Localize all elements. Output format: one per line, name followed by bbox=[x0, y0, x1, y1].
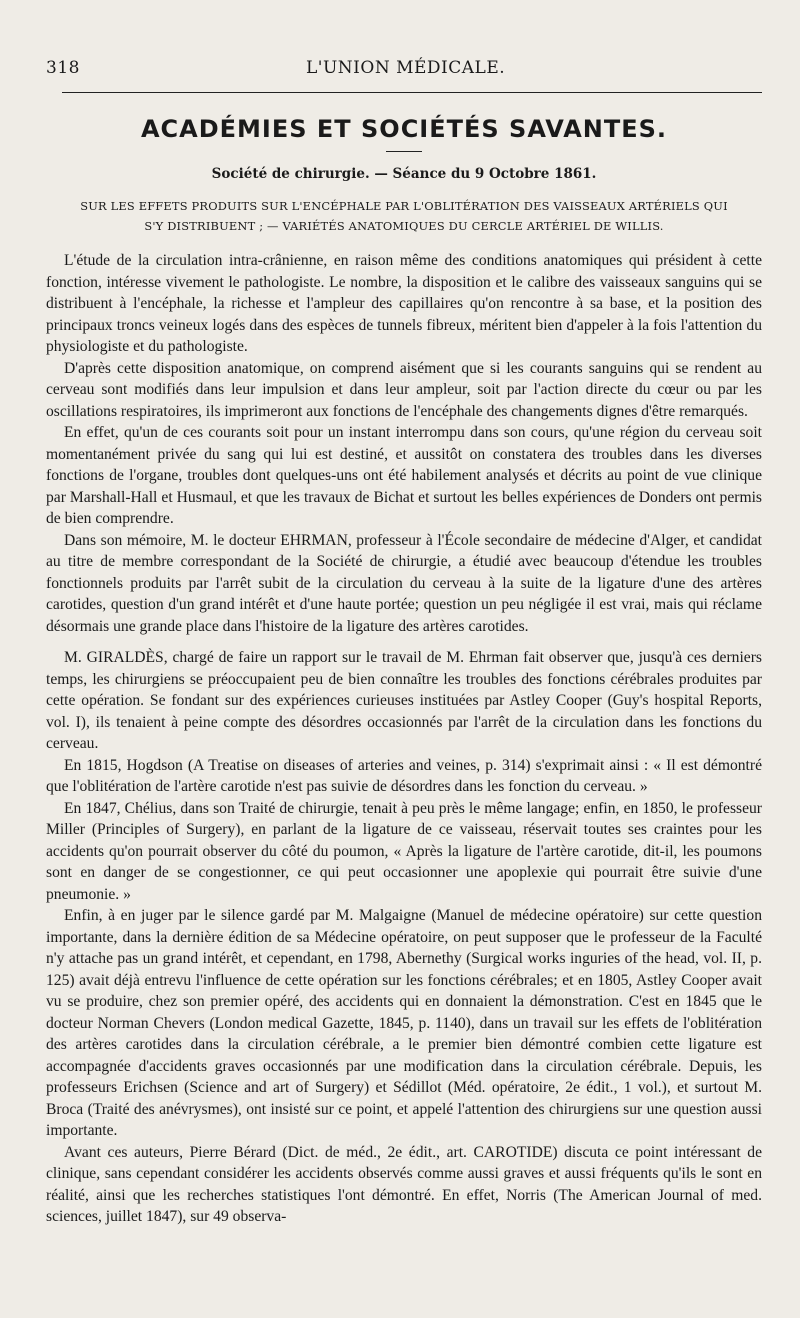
paragraph: En 1847, Chélius, dans son Traité de chirurgie, tenait à peu près le même langage; enfin, en 1850, le professeur Miller (Principles of Surgery), en parlant de la ligature de ce vaisseau, réservait toutes ses craintes pour les accidents qu'on pourrait observer du côté du poumon, « Après la ligature de l'artère carotide, dit-il, les poumons sont en danger de se congestionner, ce qui peut occasionner une apoplexie qui pourrait être suivie d'une pneumonie. » bbox=[46, 799, 762, 903]
paragraph: L'étude de la circulation intra-crânienne, en raison même des conditions anatomiques qui président à cette fonction, intéresse vivement le pathologiste. Le nombre, la disposition et le calibre des vaisseaux sanguins qui se distribuent à l'encéphale, la richesse et l'ampleur des capillaires qu'on rencontre à sa base, et la position des principaux troncs veineux logés dans des espèces de tunnels fibreux, méritent bien d'appeler à la fois l'attention du physiologiste et du pathologiste. bbox=[46, 252, 762, 355]
title-divider bbox=[386, 151, 422, 152]
subject-line-2: S'Y DISTRIBUENT ; — VARIÉTÉS ANATOMIQUES DU CERCLE ARTÉRIEL DE WILLIS. bbox=[144, 219, 664, 233]
header-rule bbox=[62, 92, 762, 93]
paragraph: Avant ces auteurs, Pierre Bérard (Dict. de méd., 2e édit., art. CAROTIDE) discuta ce point intéressant de clinique, sans cependant considérer les accidents observés comme aussi graves et aussi fréquents qu'ils le sont en réalité, ainsi que les recherches statistiques l'ont démontré. En effet, Norris (The American Journal of med. sciences, juillet 1847), sur 49 observa- bbox=[46, 1143, 762, 1225]
session-heading: Société de chirurgie. — Séance du 9 Octobre 1861. bbox=[211, 166, 597, 182]
subject-line-1: SUR LES EFFETS PRODUITS SUR L'ENCÉPHALE PAR L'OBLITÉRATION DES VAISSEAUX ARTÉRIELS QUI bbox=[80, 199, 728, 213]
paragraph: En effet, qu'un de ces courants soit pour un instant interrompu dans son cours, qu'une région du cerveau soit momentanément privée du sang qui lui est destiné, et aussitôt on constatera des troubles dans les diverses fonctions de l'organe, troubles dont quelques-uns ont été habilement analysés et décrits au point de vue clinique par Marshall-Hall et Husmaul, et que les travaux de Bichat et surtout les belles expériences de Donders ont permis de bien comprendre. bbox=[46, 424, 762, 527]
paragraph: Enfin, à en juger par le silence gardé par M. Malgaigne (Manuel de médecine opératoire) sur cette question importante, dans la dernière édition de sa Médecine opératoire, on peut supposer que le professeur de la Faculté n'y attache pas un grand intérêt, et cependant, en 1798, Abernethy (Surgical works inguries of the head, vol. II, p. 125) avait déjà entrevu l'influence de cette opération sur les fonctions cérébrales; et en 1805, Astley Cooper avait vu se produire, chez son premier opéré, des accidents qui en donnaient la démonstration. C'est en 1845 que le docteur Norman Chevers (London medical Gazette, 1845, p. 1140), dans un travail sur les effets de l'oblitération des artères carotides dans la circulation cérébrale, a le premier bien démontré combien cette ligature est accompagnée d'accidents graves occasionnés par une modification dans la circulation cérébrale. Depuis, les professeurs Erichsen (Science and art of Surgery) et Sédillot (Méd. opératoire, 2e édit., 1 vol.), et surtout M. Broca (Traité des anévrysmes), ont insisté sur ce point, et appelé l'attention des chirurgiens sur une question aussi importante. bbox=[46, 907, 762, 1139]
section-title: ACADÉMIES ET SOCIÉTÉS SAVANTES. bbox=[140, 115, 668, 143]
page-number: 318 bbox=[46, 58, 80, 78]
paragraph: Dans son mémoire, M. le docteur EHRMAN, professeur à l'École secondaire de médecine d'Alger, et candidat au titre de membre correspondant de la Société de chirurgie, a étudié avec beaucoup d'étendue les troubles fonctionnels produits par l'arrêt subit de la circulation du cerveau à la suite de la ligature d'une des artères carotides, question d'un grand intérêt et d'une haute portée; question un peu négligée il est vrai, mais qui réclame désormais une grande place dans l'histoire de la ligature des artères carotides. bbox=[46, 531, 762, 635]
journal-title: L'UNION MÉDICALE. bbox=[306, 58, 506, 78]
running-head bbox=[46, 58, 762, 86]
paragraph: D'après cette disposition anatomique, on comprend aisément que si les courants sanguins qui se rendent au cerveau sont modifiés dans leur impulsion et dans leur ampleur, soit par l'action directe du cœur ou par les oscillations respiratoires, ils imprimeront aux fonctions de l'encéphale des changements dignes d'être remarqués. bbox=[46, 359, 762, 420]
article-body bbox=[46, 250, 762, 1228]
paragraph: M. GIRALDÈS, chargé de faire un rapport sur le travail de M. Ehrman fait observer que, jusqu'à ces derniers temps, les chirurgiens se préoccupaient peu de bien connaître les troubles des fonctions cérébrales produites par cette opération. Se fondant sur des expériences curieuses instituées par Astley Cooper (Guy's hospital Reports, vol. I), ils tenaient à peine compte des désordres occasionnés par l'arrêt de la circulation dans les fonctions du cerveau. bbox=[46, 649, 762, 752]
paragraph: En 1815, Hogdson (A Treatise on diseases of arteries and veines, p. 314) s'exprimait ainsi : « Il est démontré que l'oblitération de l'artère carotide n'est pas suivie de désordres dans les fonction du cerveau. » bbox=[46, 756, 762, 795]
subject-heading bbox=[46, 196, 762, 236]
